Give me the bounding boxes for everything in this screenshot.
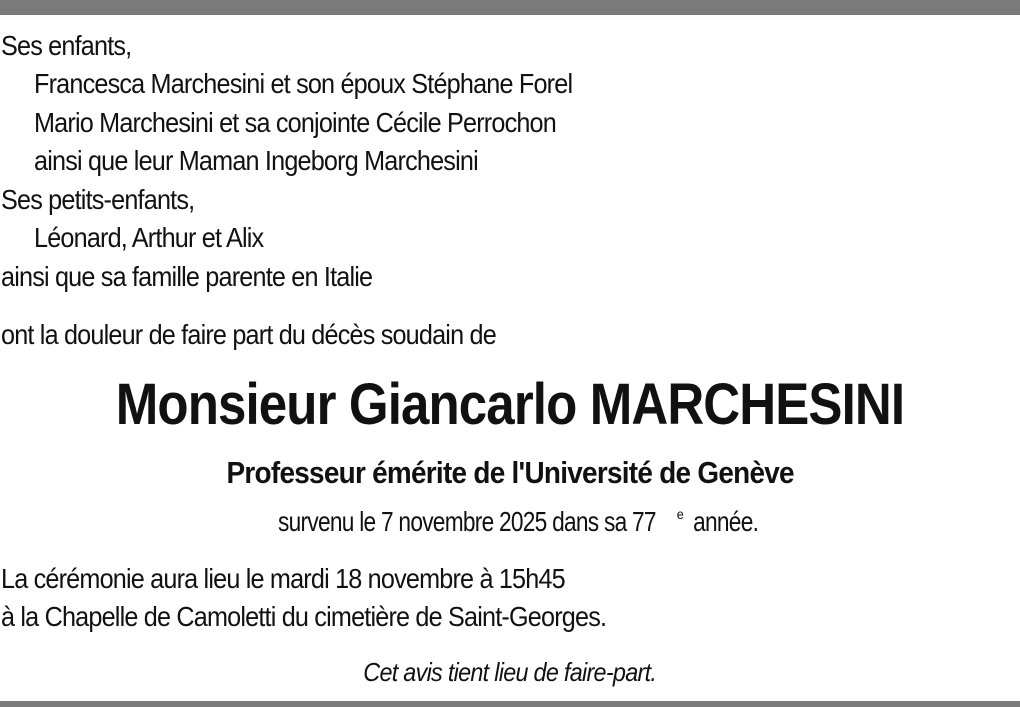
relatives-line: ainsi que sa famille parente en Italie — [1, 261, 373, 292]
deceased-title: Professeur émérite de l'Université de Genève — [226, 455, 794, 490]
death-date-suffix: année. — [688, 506, 759, 537]
children-heading: Ses enfants, — [1, 30, 132, 61]
top-rule — [0, 0, 1020, 15]
grandchildren-heading: Ses petits-enfants, — [1, 184, 195, 215]
child-line-3: ainsi que leur Maman Ingeborg Marchesini — [34, 145, 478, 176]
death-date-line — [0, 505, 1020, 543]
child-line-2: Mario Marchesini et sa conjointe Cécile Perrochon — [34, 107, 556, 138]
ceremony-line-1: La cérémonie aura lieu le mardi 18 novembre à 15h45 — [1, 563, 565, 594]
footer-note: Cet avis tient lieu de faire-part. — [363, 657, 657, 687]
child-line-1: Francesca Marchesini et son époux Stéphane Forel — [34, 68, 573, 99]
bottom-rule — [0, 701, 1020, 707]
ordinal-superscript: e — [677, 506, 685, 522]
death-date-text: survenu le 7 novembre 2025 dans sa 77 — [278, 506, 657, 537]
ceremony-line-2: à la Chapelle de Camoletti du cimetière de Saint-Georges. — [1, 601, 607, 632]
grandchildren-names: Léonard, Arthur et Alix — [34, 222, 264, 253]
deceased-name: Monsieur Giancarlo MARCHESINI — [115, 372, 905, 437]
announcement-line: ont la douleur de faire part du décès soudain de — [1, 319, 496, 350]
